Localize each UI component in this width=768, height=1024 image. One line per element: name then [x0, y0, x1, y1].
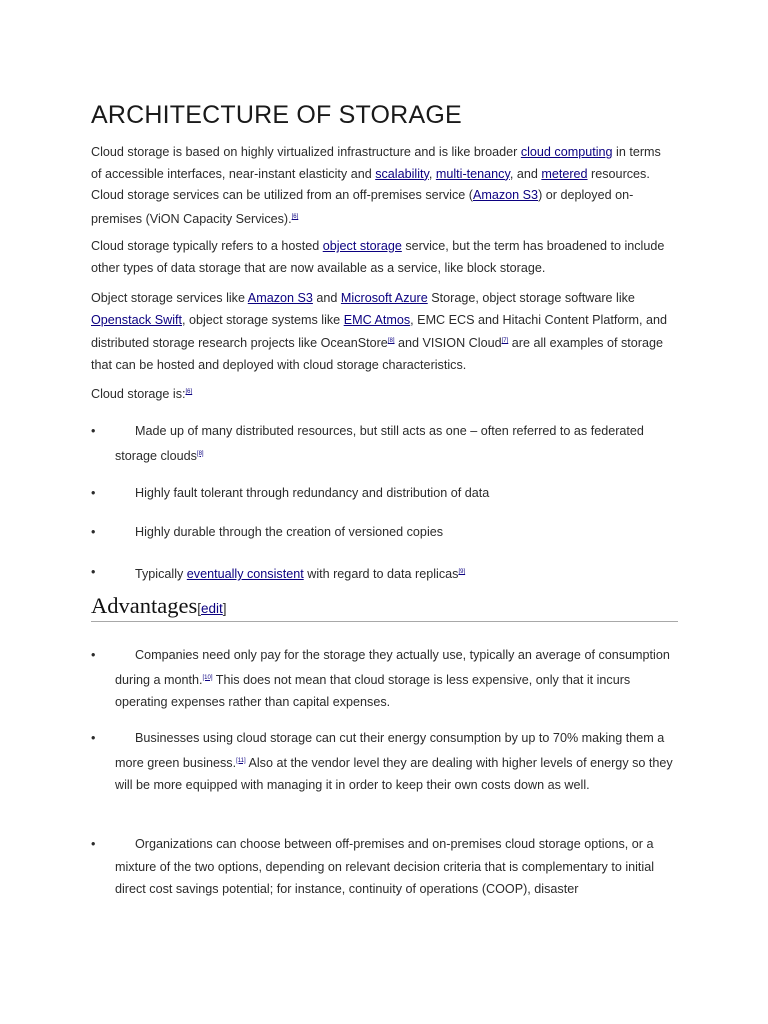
bullet-icon: •: [91, 424, 96, 438]
paragraph-intro: Cloud storage is based on highly virtualized infrastructure and is like broader cloud computing in terms of accessible interfaces, near-instant elasticity and scalability, multi-tenancy, and metered resources. Cloud storage services can be utilized from an off-premises service (Amazon S3) or deployed on-premises (ViON Capacity Services).[6]: [91, 145, 661, 227]
citation-ref[interactable]: [8]: [196, 450, 204, 457]
list-item: • Companies need only pay for the storage they actually use, typically an average of consumption during a month.[10] This does not mean that cloud storage is less expensive, only that it incurs operating expenses rather than capital expenses.: [91, 644, 676, 714]
link-multi-tenancy[interactable]: multi-tenancy: [435, 166, 510, 181]
edit-link[interactable]: edit: [200, 601, 223, 616]
citation-ref[interactable]: [6]: [185, 389, 193, 395]
list-item: • Typically eventually consistent with regard to data replicas[9]: [91, 561, 676, 586]
list-item: • Organizations can choose between off-premises and on-premises cloud storage options, or a mixture of the two options, depending on relevant decision criteria that is complementary to initial direct cost savings potential; for instance, continuity of operations (COOP), disaster: [91, 833, 676, 901]
citation-ref[interactable]: [10]: [202, 674, 213, 681]
bullet-icon: •: [91, 837, 96, 851]
citation-ref[interactable]: [7]: [501, 338, 509, 345]
paragraph-object-storage-services: Object storage services like Amazon S3 and Microsoft Azure Storage, object storage software like Openstack Swift, object storage systems like EMC Atmos, EMC ECS and Hitachi Content Platform, and distributed storage research projects like OceanStore[8] and VISION Cloud[7] are all examples of storage that can be hosted and deployed with cloud storage characteristics.: [91, 291, 668, 373]
paragraph-cloud-storage-is: Cloud storage is:[6]: [91, 387, 193, 401]
link-microsoft-azure[interactable]: Microsoft Azure: [340, 291, 428, 305]
bullet-icon: •: [91, 525, 96, 539]
link-metered[interactable]: metered: [541, 166, 588, 181]
edit-link-wrapper: [edit]: [197, 601, 227, 616]
link-amazon-s3[interactable]: Amazon S3: [247, 291, 313, 305]
citation-ref[interactable]: [11]: [236, 757, 246, 764]
paragraph-object-storage: Cloud storage typically refers to a hosted object storage service, but the term has broadened to include other types of data storage that are now available as a service, like block storage.: [91, 239, 665, 275]
page-title: ARCHITECTURE OF STORAGE: [91, 101, 462, 129]
link-emc-atmos[interactable]: EMC Atmos: [343, 312, 411, 327]
link-amazon-s3[interactable]: Amazon S3: [472, 188, 539, 203]
list-item: • Businesses using cloud storage can cut their energy consumption by up to 70% making them a more green business.[11] Also at the vendor level they are dealing with higher levels of energy so they will be more equipped with managing it in order to keep their own costs down as well.: [91, 727, 676, 797]
link-scalability[interactable]: scalability: [375, 166, 429, 181]
list-item: • Highly durable through the creation of versioned copies: [91, 521, 676, 544]
link-eventually-consistent[interactable]: eventually consistent: [186, 567, 304, 581]
link-cloud-computing[interactable]: cloud computing: [520, 145, 613, 159]
list-item: • Highly fault tolerant through redundancy and distribution of data: [91, 482, 676, 505]
bullet-icon: •: [91, 486, 96, 500]
link-object-storage[interactable]: object storage: [322, 239, 402, 253]
bullet-icon: •: [91, 565, 96, 579]
citation-ref[interactable]: [6]: [291, 214, 299, 221]
bullet-icon: •: [91, 648, 96, 662]
link-openstack-swift[interactable]: Openstack Swift: [91, 312, 182, 327]
citation-ref[interactable]: [8]: [387, 338, 395, 345]
bullet-icon: •: [91, 731, 96, 745]
section-heading-advantages: Advantages[edit]: [91, 593, 678, 622]
list-item: • Made up of many distributed resources, but still acts as one – often referred to as federated storage clouds[8]: [91, 420, 676, 467]
citation-ref[interactable]: [9]: [458, 569, 466, 575]
